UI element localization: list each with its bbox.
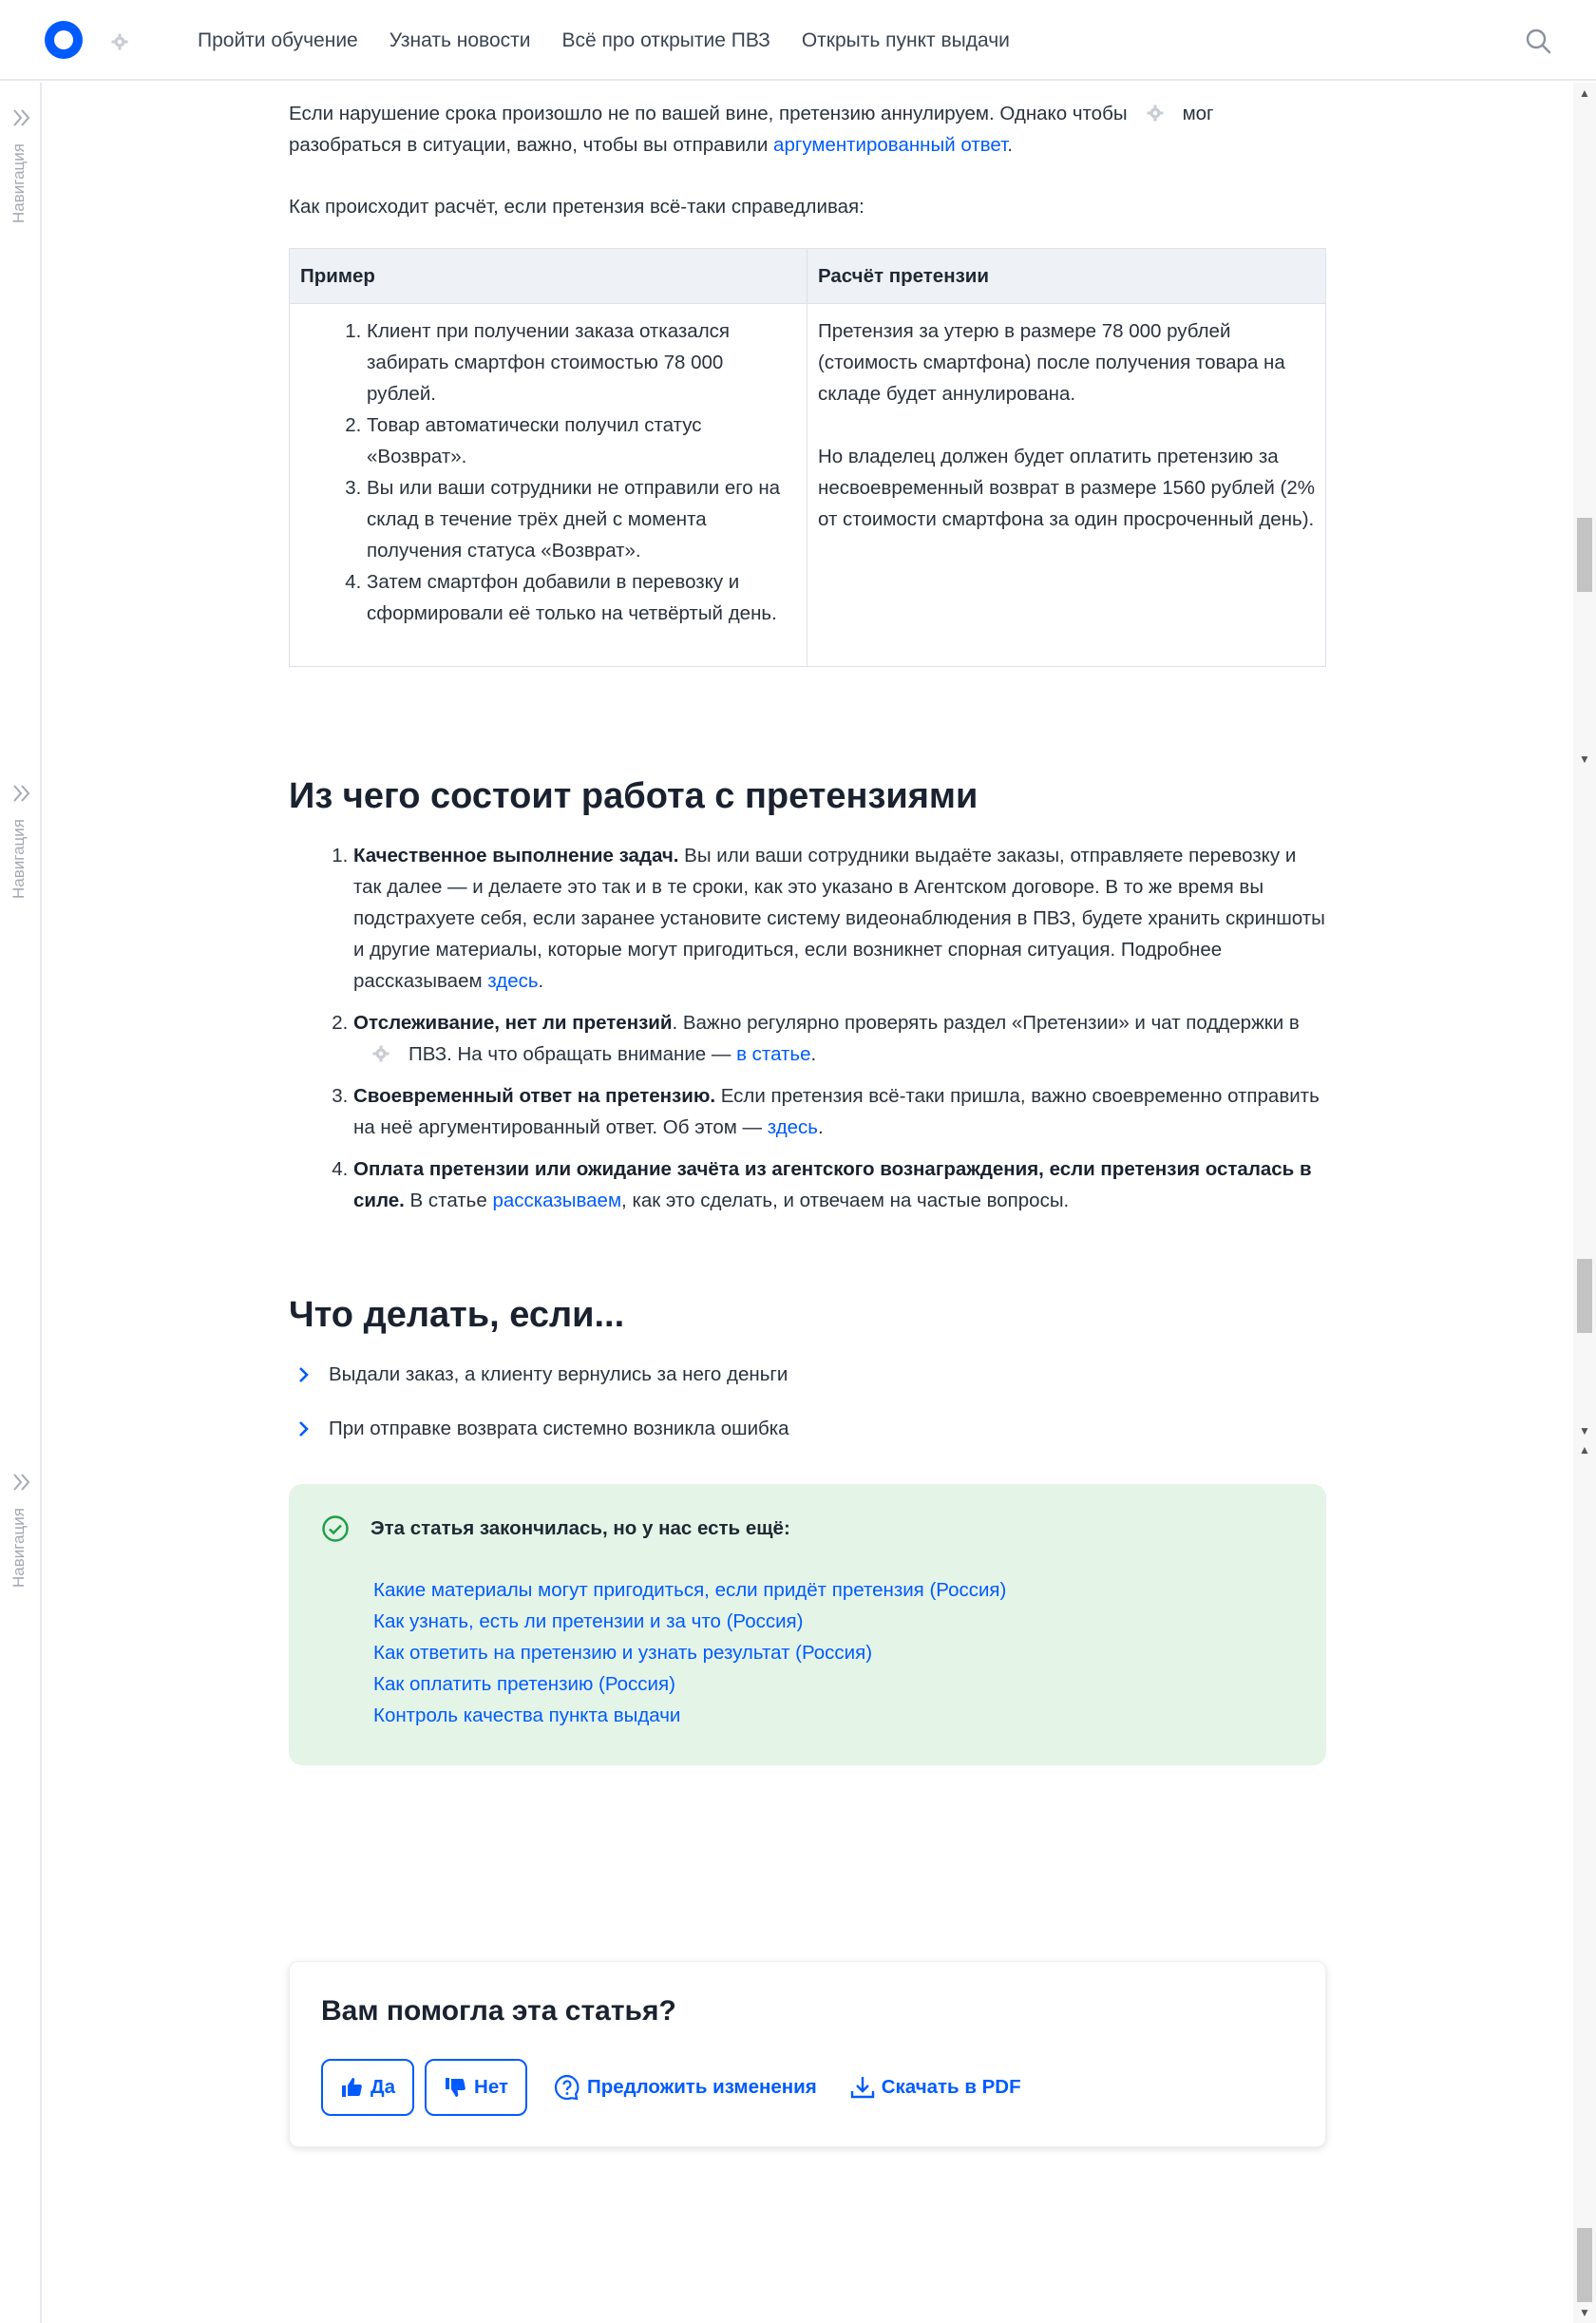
- step-text: Вы или ваши сотрудники выдаёте заказы, отправляете перевозку и так далее — и делаете это так и в те сроки, как это указано в Агентском договоре. В то же время вы подстрахуете себя, если заранее установите систему видеонаблюдения в ПВЗ, будете хранить скриншоты и другие материалы, которые могут пригодиться, если возникнет спорная ситуация. Подробнее рассказываем: [353, 845, 1325, 992]
- scroll-down-arrow[interactable]: ▼: [1579, 2306, 1590, 2319]
- example-step: 3. Вы или ваши сотрудники не отправили его на склад в течение трёх дней с момента получения статуса «Возврат».: [367, 472, 796, 566]
- scrollbar-thumb[interactable]: [1577, 1259, 1592, 1333]
- intro-text-b: мог разобраться в ситуации, важно, чтобы вы отправили: [289, 103, 1214, 156]
- related-article-link[interactable]: Какие материалы могут пригодиться, если придёт претензия (Россия): [373, 1579, 1007, 1601]
- list-item: [353, 1080, 1326, 1143]
- example-step: 2. Товар автоматически получил статус «Возврат».: [367, 409, 796, 472]
- example-step: 1. Клиент при получении заказа отказался забирать смартфон стоимостью 78 000 рублей.: [367, 315, 796, 409]
- top-nav: [198, 27, 1010, 55]
- step-bold: Оплата претензии или ожидание зачёта из агентского вознаграждения, если претензия осталась в силе.: [353, 1158, 1312, 1211]
- double-chevron-right-icon: [11, 1472, 32, 1493]
- step-bold: Своевременный ответ на претензию.: [353, 1085, 716, 1107]
- accordion-item[interactable]: [289, 1359, 1326, 1390]
- gear-icon: [111, 33, 128, 50]
- accordion-list: [289, 1359, 1326, 1444]
- no-label: Нет: [474, 2076, 508, 2098]
- table-header-example: Пример: [290, 249, 808, 304]
- argued-answer-link[interactable]: аргументированный ответ: [773, 134, 1008, 156]
- calc-paragraph-1: Претензия за утерю в размере 78 000 рублей (стоимость смартфона) после получения товара на складе будет аннулирована.: [818, 320, 1285, 405]
- related-article-link[interactable]: Как оплатить претензию (Россия): [373, 1673, 675, 1695]
- double-chevron-right-icon: [11, 107, 32, 128]
- feedback-actions: [321, 2059, 1294, 2116]
- step-link-here[interactable]: здесь: [767, 1116, 818, 1138]
- accordion-label: Выдали заказ, а клиенту вернулись за него деньги: [329, 1363, 788, 1385]
- scroll-up-arrow[interactable]: ▲: [1579, 1443, 1590, 1457]
- calc-paragraph-2: Но владелец должен будет оплатить претензию за несвоевременный возврат в размере 1560 рублей (2% от стоимости смартфона за один просроченный день).: [818, 446, 1315, 530]
- intro-end: .: [1007, 134, 1013, 156]
- top-bar: [0, 0, 1596, 81]
- thumbs-down-icon: [444, 2076, 466, 2099]
- step-end: , как это сделать, и отвечаем на частые вопросы.: [621, 1190, 1070, 1211]
- left-navigation-rail: [0, 83, 42, 2323]
- pdf-label: Скачать в PDF: [881, 2076, 1021, 2098]
- step-text: . Важно регулярно проверять раздел «Претензии» и чат поддержки в: [672, 1012, 1300, 1034]
- step-end: .: [538, 970, 544, 992]
- related-article-link[interactable]: Контроль качества пункта выдачи: [373, 1704, 681, 1726]
- calc-intro: Как происходит расчёт, если претензия всё-таки справедливая:: [289, 196, 864, 218]
- more-articles-links: [321, 1574, 1294, 1731]
- rail-label: Навигация: [10, 819, 28, 899]
- section-title-what-to-do: Что делать, если...: [289, 1295, 625, 1335]
- chevron-right-icon: [298, 1420, 310, 1438]
- gear-icon: [1147, 105, 1164, 122]
- check-circle-icon: [321, 1514, 350, 1543]
- thumbs-up-icon: [340, 2076, 363, 2099]
- scrollbar-thumb[interactable]: [1577, 2228, 1592, 2302]
- table-cell-calc: [808, 304, 1326, 667]
- more-articles-title: Эта статья закончилась, но у нас есть ещё:: [370, 1517, 790, 1539]
- nav-news[interactable]: Узнать новости: [389, 29, 531, 51]
- accordion-label: При отправке возврата системно возникла ошибка: [329, 1418, 789, 1439]
- download-icon: [849, 2074, 876, 2101]
- intro-text-a: Если нарушение срока произошло не по вашей вине, претензию аннулируем. Однако чтобы: [289, 103, 1128, 124]
- step-text: В статье: [404, 1190, 493, 1211]
- question-bubble-icon: [553, 2073, 581, 2102]
- table-cell-example: [290, 304, 808, 667]
- rail-label: Навигация: [10, 1508, 28, 1588]
- step-bold: Качественное выполнение задач.: [353, 845, 679, 866]
- yes-label: Да: [370, 2076, 396, 2098]
- rail-label: Навигация: [10, 143, 28, 223]
- article-content: [289, 83, 1326, 2147]
- gear-icon: [372, 1045, 390, 1062]
- step-end: .: [810, 1043, 817, 1065]
- claims-work-steps: [289, 840, 1326, 1216]
- list-item: [353, 1153, 1326, 1216]
- scroll-down-arrow[interactable]: ▼: [1579, 752, 1590, 766]
- scrollbar-track[interactable]: [1573, 83, 1596, 2323]
- search-icon[interactable]: [1524, 27, 1552, 55]
- scroll-down-arrow[interactable]: ▼: [1579, 1424, 1590, 1438]
- list-item: [353, 1007, 1326, 1070]
- no-button[interactable]: [425, 2059, 527, 2116]
- nav-training[interactable]: Пройти обучение: [198, 29, 358, 51]
- more-articles-header: [321, 1513, 1294, 1544]
- double-chevron-right-icon: [11, 783, 32, 804]
- scrollbar-thumb[interactable]: [1577, 518, 1592, 592]
- nav-open-pickup-point[interactable]: Открыть пункт выдачи: [801, 29, 1010, 51]
- section-title-claims-work: Из чего состоит работа с претензиями: [289, 776, 978, 816]
- more-articles-box: [289, 1484, 1326, 1765]
- logo-icon[interactable]: [45, 21, 83, 59]
- feedback-card: [289, 1961, 1326, 2147]
- suggest-changes-link[interactable]: [553, 2073, 817, 2102]
- related-article-link[interactable]: Как узнать, есть ли претензии и за что (Россия): [373, 1610, 804, 1632]
- list-item: [353, 840, 1326, 997]
- accordion-item[interactable]: [289, 1413, 1326, 1444]
- step-end: .: [818, 1116, 824, 1138]
- step-link-article[interactable]: в статье: [736, 1043, 811, 1065]
- feedback-title: Вам помогла эта статья?: [321, 1995, 676, 2027]
- related-article-link[interactable]: Как ответить на претензию и узнать результат (Россия): [373, 1642, 873, 1664]
- table-header-calc: Расчёт претензии: [808, 249, 1326, 304]
- step-text-2: ПВЗ. На что обращать внимание —: [408, 1043, 737, 1065]
- download-pdf-link[interactable]: [849, 2074, 1021, 2101]
- scroll-up-arrow[interactable]: ▲: [1579, 86, 1590, 100]
- step-link-tell[interactable]: рассказываем: [492, 1190, 622, 1211]
- claim-example-table: [289, 248, 1326, 667]
- nav-pvz-opening[interactable]: Всё про открытие ПВЗ: [561, 29, 770, 51]
- intro-paragraph: [289, 98, 1326, 161]
- step-link-here[interactable]: здесь: [487, 970, 539, 992]
- step-bold: Отслеживание, нет ли претензий: [353, 1012, 673, 1034]
- step-text: Если претензия всё-таки пришла, важно своевременно отправить на неё аргументированный ответ. Об этом —: [353, 1085, 1320, 1138]
- suggest-label: Предложить изменения: [587, 2076, 817, 2098]
- chevron-right-icon: [298, 1366, 310, 1383]
- example-step: 4. Затем смартфон добавили в перевозку и сформировали её только на четвёртый день.: [367, 566, 796, 629]
- yes-button[interactable]: [321, 2059, 414, 2116]
